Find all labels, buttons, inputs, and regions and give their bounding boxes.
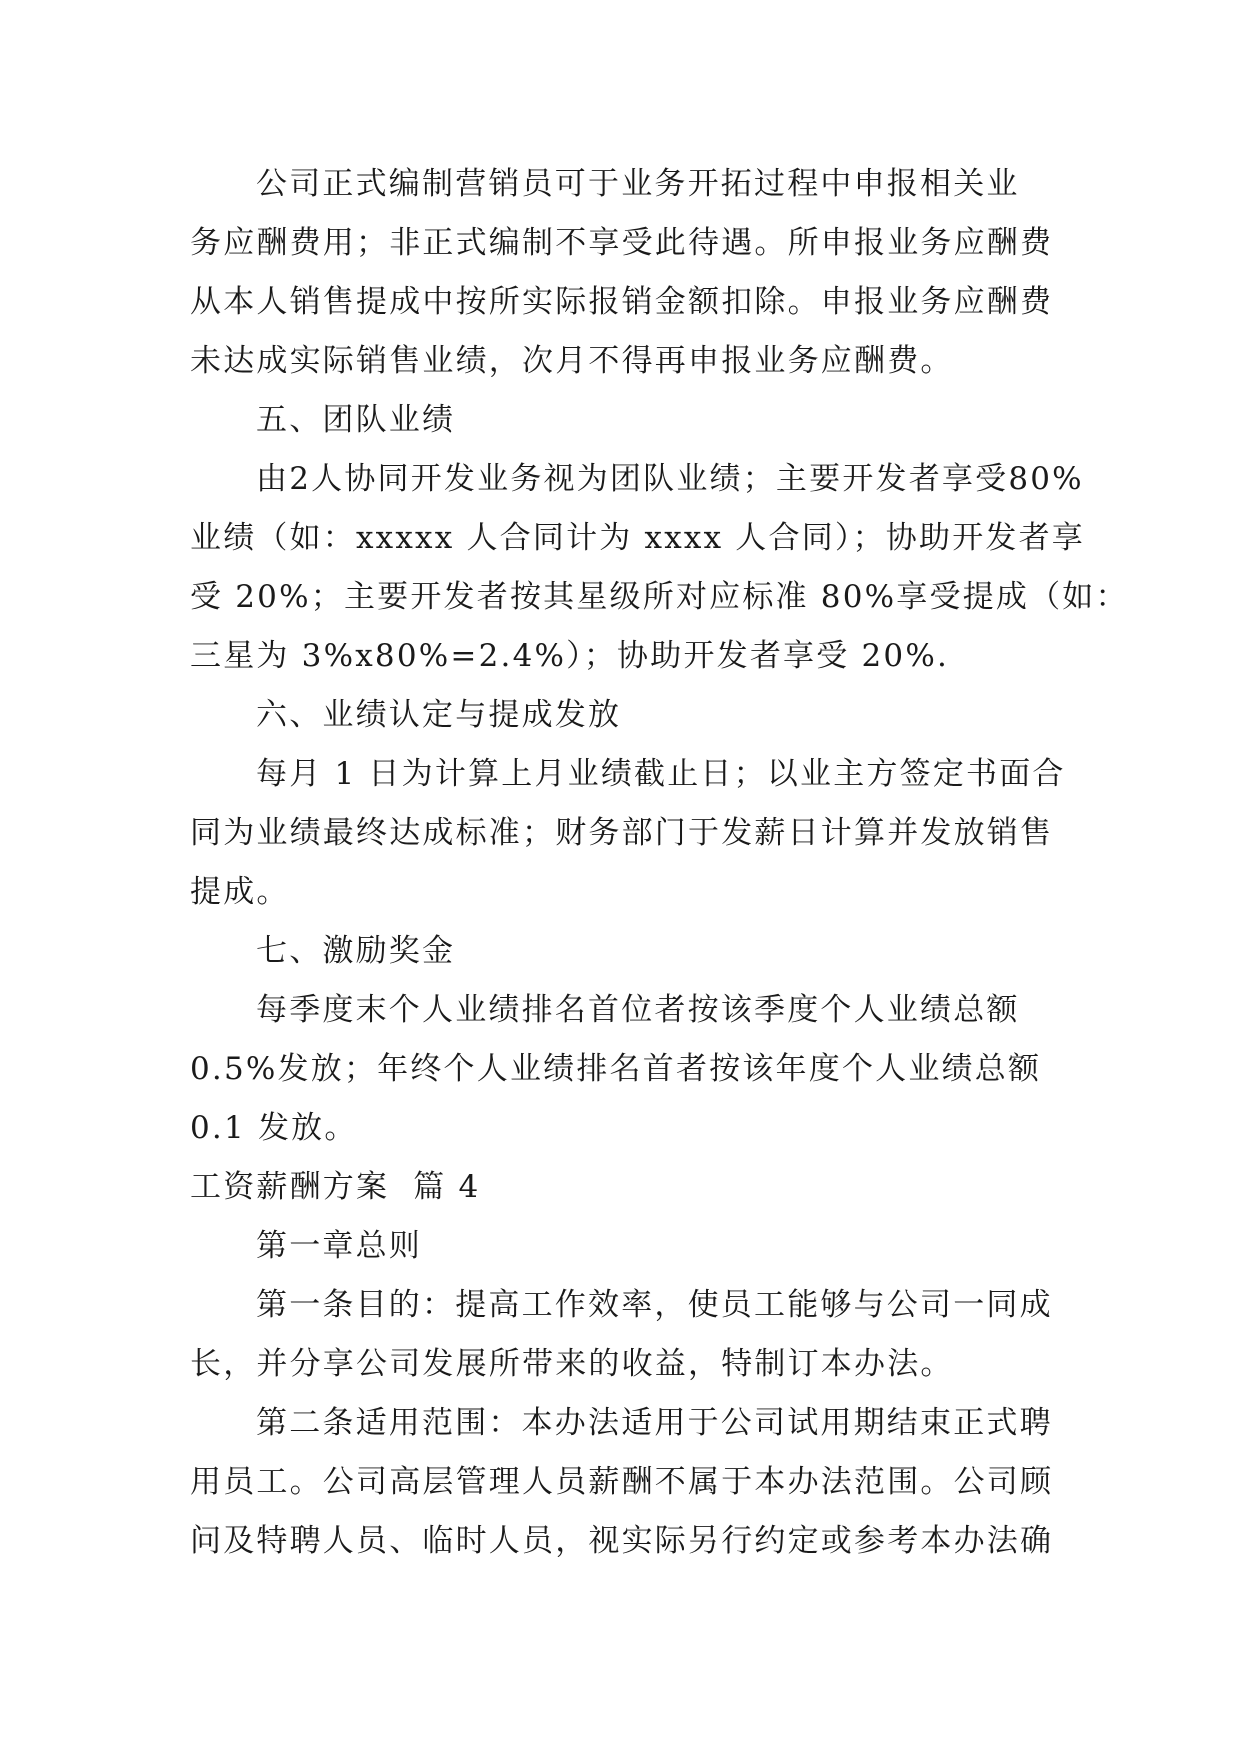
document-body	[190, 155, 1129, 1571]
paragraph-line: 公司正式编制营销员可于业务开拓过程中申报相关业	[256, 166, 1020, 202]
paragraph-line: 每季度末个人业绩排名首位者按该季度个人业绩总额	[256, 992, 1020, 1028]
paragraph-line: 0.1 发放。	[190, 1110, 358, 1146]
paragraph-line: 业绩（如：xxxxx 人合同计为 xxxx 人合同）；协助开发者享	[190, 520, 1086, 556]
paragraph-line: 问及特聘人员、临时人员，视实际另行约定或参考本办法确	[190, 1523, 1054, 1559]
paragraph-line: 同为业绩最终达成标准；财务部门于发薪日计算并发放销售	[190, 815, 1054, 851]
chapter-heading: 第一章总则	[256, 1228, 422, 1264]
paragraph-line: 由2人协同开发业务视为团队业绩；主要开发者享受80%	[256, 461, 1084, 497]
paragraph-line: 第二条适用范围：本办法适用于公司试用期结束正式聘	[256, 1405, 1053, 1441]
paragraph-line: 长，并分享公司发展所带来的收益，特制订本办法。	[190, 1346, 954, 1382]
paragraph-line: 每月 1 日为计算上月业绩截止日；以业主方签定书面合	[256, 756, 1066, 792]
paragraph-line: 务应酬费用；非正式编制不享受此待遇。所申报业务应酬费	[190, 225, 1054, 261]
paragraph-line: 从本人销售提成中按所实际报销金额扣除。申报业务应酬费	[190, 284, 1054, 320]
paragraph-line: 用员工。公司高层管理人员薪酬不属于本办法范围。公司顾	[190, 1464, 1054, 1500]
section-heading: 五、团队业绩	[256, 402, 456, 438]
paragraph-line: 提成。	[190, 874, 290, 910]
section-heading: 六、业绩认定与提成发放	[256, 697, 622, 733]
paragraph-line: 0.5%发放；年终个人业绩排名首者按该年度个人业绩总额	[190, 1051, 1042, 1087]
paragraph-line: 未达成实际销售业绩，次月不得再申报业务应酬费。	[190, 343, 954, 379]
paragraph-line: 第一条目的：提高工作效率，使员工能够与公司一同成	[256, 1287, 1053, 1323]
paragraph-line: 三星为 3%x80%=2.4%）；协助开发者享受 20%.	[190, 638, 950, 674]
document-section-title: 工资薪酬方案 篇 4	[190, 1169, 481, 1205]
section-heading: 七、激励奖金	[256, 933, 456, 969]
paragraph-line: 受 20%；主要开发者按其星级所对应标准 80%享受提成（如：	[190, 579, 1129, 615]
